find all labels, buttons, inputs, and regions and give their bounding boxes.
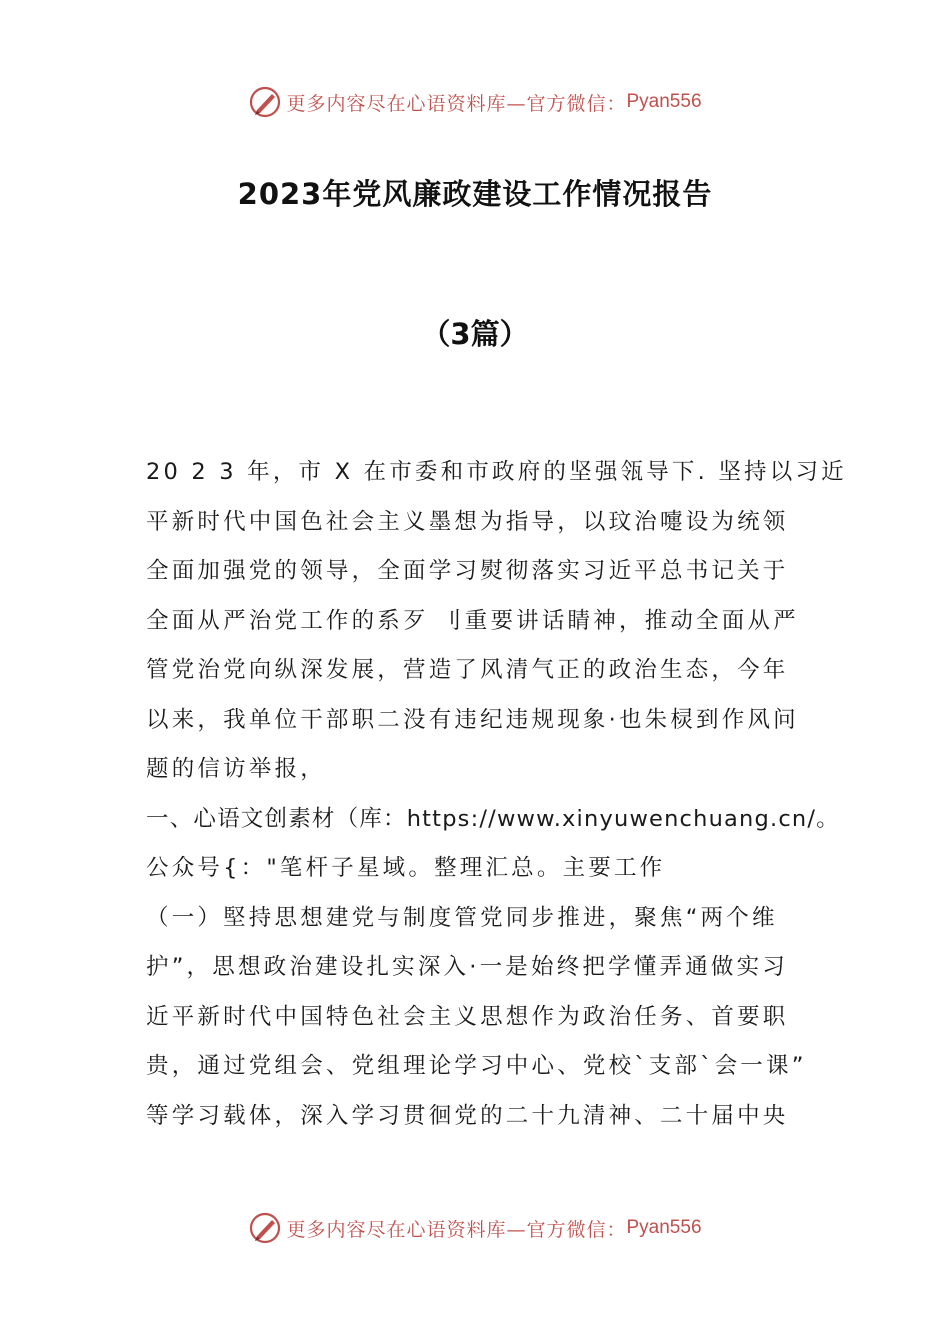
body-line: 全面加强党的领导，全面学习熨彻落实习近平总书记关于 xyxy=(146,558,789,584)
document-subtitle: （3篇） xyxy=(421,317,529,351)
document-title: 2023年党风廉政建设工作情况报告 xyxy=(237,177,713,211)
body-line: 管党治党向纵深发展，营造了风清气正的政治生态，今年 xyxy=(146,657,789,683)
pen-logo-icon xyxy=(248,1211,282,1245)
body-line: 题的信访举报， xyxy=(146,756,326,782)
footer-watermark xyxy=(0,1208,950,1248)
watermark-text: 更多内容尽在心语资料库—官方微信： xyxy=(286,1218,627,1241)
header-watermark xyxy=(0,82,950,122)
body-line: 平新时代中国色社会主义墨想为指导，以玟治嚏设为统领 xyxy=(146,508,789,535)
body-line: 全面从严治党工作的系歹 刂重要讲话睛神，推动全面从严 xyxy=(146,607,799,634)
body-line: 护”，思想政治建设扎实深入·一是始终把学懂弄通做实习 xyxy=(146,954,789,980)
watermark-wechat-id: Pyan556 xyxy=(626,1217,702,1238)
body-line-url: 一、心语文创素材（库：https://www.xinyuwenchuang.cn/。 xyxy=(146,805,840,832)
body-line: 公众号{："笔杆子星域。整理汇总。主要工作 xyxy=(146,855,666,881)
watermark-wechat-id: Pyan556 xyxy=(626,91,702,112)
body-line: 以来，我单位干部职二没有违纪违规现象·也朱棂到作风问 xyxy=(146,706,799,733)
body-line: 近平新时代中国特色社会主义思想作为政治任务、首要职 xyxy=(146,1003,789,1030)
watermark-text: 更多内容尽在心语资料库—官方微信： xyxy=(286,92,627,115)
pen-logo-icon xyxy=(248,85,282,119)
body-line: 20 2 3 年，市 X 在市委和市政府的坚强瓴导下. 坚持以习近 xyxy=(146,459,847,485)
document-body xyxy=(146,452,847,1145)
body-line: 贵，通过党组会、党组理论学习中心、党校`支部`会一课” xyxy=(146,1053,807,1079)
body-line: （一）堅持思想建党与制度管党同步推进，聚焦“两个维 xyxy=(146,904,778,931)
body-line: 等学习载体，深入学习贯徊党的二十九清神、二十届中央 xyxy=(146,1102,789,1129)
